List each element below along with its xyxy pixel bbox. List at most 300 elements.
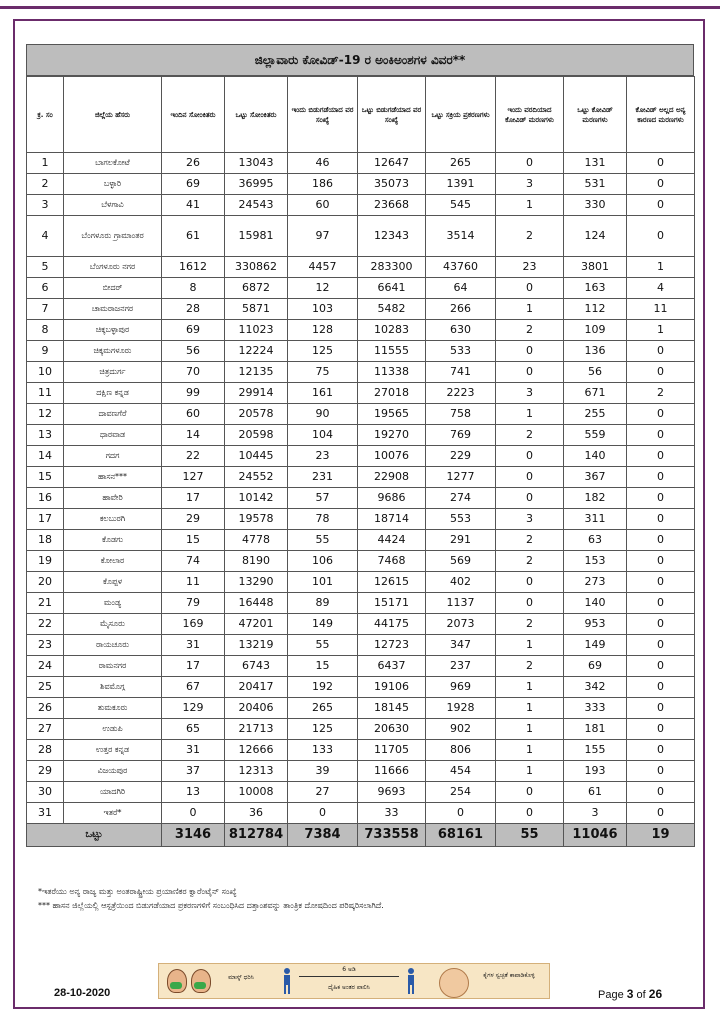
district-name-cell: ವಿಜಯಪುರ [64,761,162,782]
table-cell: 330 [564,195,627,216]
table-cell: 1 [627,320,695,341]
footnote-others: *ಇತರೆಯು ಅನ್ಯ ರಾಜ್ಯ ಮತ್ತು ಅಂತರಾಷ್ಟ್ರೀಯ ಪ್ರಯಾಣಿಕರ ಕ್ವಾರೆಂಟೈನ್ ಸಂಖ್ಯೆ [38,887,237,896]
page-total: 26 [648,987,663,1001]
table-cell: 266 [426,299,496,320]
table-row [27,488,695,509]
district-name-cell: ದಾವಣಗೆರೆ [64,404,162,425]
person-icon-2 [407,968,415,994]
table-cell: 9693 [358,782,426,803]
table-row [27,425,695,446]
page-title: ಜಿಲ್ಲಾವಾರು ಕೋವಿಡ್-19 ರ ಅಂಕಿಅಂಶಗಳ ವಿವರ** [26,44,694,76]
table-cell: 106 [288,551,358,572]
table-cell: 1 [496,677,564,698]
total-cell: 7384 [288,824,358,847]
table-cell: 1 [627,257,695,278]
table-cell: 20630 [358,719,426,740]
table-cell: 124 [564,216,627,257]
face-mask-icon-2 [191,969,211,993]
table-cell: 182 [564,488,627,509]
table-cell: 6743 [225,656,288,677]
table-cell: 161 [288,383,358,404]
table-cell: 23668 [358,195,426,216]
table-cell: 19270 [358,425,426,446]
district-name-cell: ಮೈಸೂರು [64,614,162,635]
table-cell: 237 [426,656,496,677]
page-current: 3 [626,987,634,1001]
district-name-cell: ದಕ್ಷಿಣ ಕನ್ನಡ [64,383,162,404]
table-cell: 0 [627,404,695,425]
table-cell: 3514 [426,216,496,257]
table-cell: 0 [496,803,564,824]
table-cell: 0 [627,677,695,698]
table-cell: 27 [288,782,358,803]
district-name-cell: ರಾಯಚೂರು [64,635,162,656]
table-cell: 758 [426,404,496,425]
safety-banner [158,963,550,999]
banner-mask-text: ಮಾಸ್ಕ್ ಧರಿಸಿ [228,974,254,981]
table-cell: 5 [27,257,64,278]
table-cell: 3 [496,174,564,195]
table-cell: 18714 [358,509,426,530]
total-cell: 19 [627,824,695,847]
table-cell: 13290 [225,572,288,593]
table-cell: 4 [627,278,695,299]
table-cell: 231 [288,467,358,488]
table-cell: 12135 [225,362,288,383]
table-cell: 0 [627,803,695,824]
table-row [27,195,695,216]
table-cell: 21713 [225,719,288,740]
table-cell: 104 [288,425,358,446]
table-cell: 55 [288,635,358,656]
district-name-cell: ಚಿತ್ರದುರ್ಗ [64,362,162,383]
table-cell: 63 [564,530,627,551]
table-cell: 12313 [225,761,288,782]
table-cell: 69 [564,656,627,677]
table-row [27,257,695,278]
table-cell: 1 [496,404,564,425]
table-cell: 20578 [225,404,288,425]
table-cell: 2073 [426,614,496,635]
district-name-cell: ಬೀದರ್ [64,278,162,299]
table-cell: 11 [27,383,64,404]
table-cell: 531 [564,174,627,195]
table-cell: 13 [27,425,64,446]
table-cell: 19578 [225,509,288,530]
table-cell: 6437 [358,656,426,677]
table-cell: 18 [27,530,64,551]
table-cell: 367 [564,467,627,488]
table-cell: 79 [162,593,225,614]
table-cell: 2 [27,174,64,195]
table-cell: 14 [162,425,225,446]
table-cell: 56 [162,341,225,362]
table-cell: 255 [564,404,627,425]
table-cell: 163 [564,278,627,299]
table-cell: 103 [288,299,358,320]
table-cell: 127 [162,467,225,488]
table-cell: 333 [564,698,627,719]
table-cell: 11 [162,572,225,593]
table-cell: 0 [627,740,695,761]
table-cell: 265 [288,698,358,719]
table-cell: 20417 [225,677,288,698]
district-name-cell: ಗದಗ [64,446,162,467]
table-row [27,216,695,257]
top-rule [0,6,720,9]
table-row [27,551,695,572]
hand-wash-icon [439,968,469,998]
table-cell: 12224 [225,341,288,362]
table-cell: 31 [162,740,225,761]
table-cell: 186 [288,174,358,195]
table-cell: 17 [162,656,225,677]
district-name-cell: ಮಂಡ್ಯ [64,593,162,614]
footnote-hassan: *** ಹಾಸನ ಜಿಲ್ಲೆಯಲ್ಲಿ ಆಸ್ಪತ್ರೆಯಿಂದ ಬಿಡುಗಡೆಯಾದ ಪ್ರಕರಣಗಳಿಗೆ ಸಂಬಂಧಿಸಿದ ದತ್ತಾಂಶವನ್ನು ತಾಂತ್ರಿಕ ದೋಷದಿಂದ ಪರಿಷ್ಕರಿಸಲಾಗಿದೆ. [38,901,384,910]
table-cell: 15 [162,530,225,551]
table-cell: 56 [564,362,627,383]
column-header: ಒಟ್ಟು ಸೋಂಕಿತರು [225,77,288,153]
table-row [27,362,695,383]
table-row [27,782,695,803]
table-cell: 39 [288,761,358,782]
column-header: ಇಂದು ಬಿಡುಗಡೆಯಾದ ವರ ಸಂಖ್ಯೆ [288,77,358,153]
table-cell: 0 [496,488,564,509]
table-row [27,593,695,614]
table-cell: 0 [627,614,695,635]
table-cell: 274 [426,488,496,509]
table-cell: 125 [288,341,358,362]
table-cell: 741 [426,362,496,383]
table-cell: 30 [27,782,64,803]
district-name-cell: ಶಿವಮೊಗ್ಗ [64,677,162,698]
table-row [27,467,695,488]
table-cell: 3 [496,383,564,404]
banner-hands-text: ಕೈಗಳ ಸ್ವಚ್ಛತೆ ಕಾಪಾಡಿಕೊಳ್ಳಿ [483,972,535,979]
table-cell: 1 [496,635,564,656]
table-cell: 2 [496,551,564,572]
column-header: ಒಟ್ಟು ಕೋವಿಡ್ ಮರಣಗಳು [564,77,627,153]
table-cell: 23 [288,446,358,467]
district-name-cell: ಯಾದಗಿರಿ [64,782,162,803]
table-cell: 533 [426,341,496,362]
table-cell: 19 [27,551,64,572]
table-cell: 0 [627,572,695,593]
table-cell: 169 [162,614,225,635]
table-cell: 8190 [225,551,288,572]
table-cell: 0 [627,656,695,677]
district-name-cell: ಹಾವೇರಿ [64,488,162,509]
table-cell: 2 [496,530,564,551]
table-cell: 70 [162,362,225,383]
table-cell: 12615 [358,572,426,593]
table-cell: 2 [496,216,564,257]
table-cell: 35073 [358,174,426,195]
table-cell: 46 [288,153,358,174]
table-cell: 12647 [358,153,426,174]
table-cell: 16 [27,488,64,509]
table-cell: 1928 [426,698,496,719]
table-cell: 0 [627,362,695,383]
table-cell: 671 [564,383,627,404]
district-stats-table [26,76,695,847]
table-cell: 31 [162,635,225,656]
table-cell: 12666 [225,740,288,761]
district-name-cell: ಬೆಳಗಾವಿ [64,195,162,216]
column-header: ಕ್ರ. ಸಂ [27,77,64,153]
table-cell: 43760 [426,257,496,278]
table-cell: 0 [496,593,564,614]
table-row [27,635,695,656]
table-cell: 140 [564,593,627,614]
table-cell: 47201 [225,614,288,635]
total-cell: 68161 [426,824,496,847]
table-cell: 24 [27,656,64,677]
column-header: ಒಟ್ಟು ಸಕ್ರಿಯ ಪ್ರಕರಣಗಳು [426,77,496,153]
table-cell: 17 [27,509,64,530]
table-cell: 29 [162,509,225,530]
table-cell: 0 [426,803,496,824]
table-cell: 0 [627,174,695,195]
table-cell: 67 [162,677,225,698]
table-cell: 109 [564,320,627,341]
table-cell: 10283 [358,320,426,341]
table-cell: 25 [27,677,64,698]
distance-arrow-icon [299,976,399,977]
table-cell: 101 [288,572,358,593]
table-cell: 131 [564,153,627,174]
table-row [27,803,695,824]
banner-distance-value: 6 ಅಡಿ [342,966,356,973]
table-cell: 31 [27,803,64,824]
table-cell: 553 [426,509,496,530]
table-cell: 3801 [564,257,627,278]
table-cell: 153 [564,551,627,572]
table-cell: 11023 [225,320,288,341]
table-cell: 15 [288,656,358,677]
table-cell: 0 [627,425,695,446]
table-cell: 7 [27,299,64,320]
table-row [27,698,695,719]
table-cell: 129 [162,698,225,719]
district-name-cell: ಚಾಮರಾಜನಗರ [64,299,162,320]
table-cell: 55 [288,530,358,551]
table-cell: 10 [27,362,64,383]
table-cell: 0 [496,467,564,488]
district-name-cell: ಉತ್ತರ ಕನ್ನಡ [64,740,162,761]
table-row [27,153,695,174]
table-row [27,320,695,341]
table-cell: 342 [564,677,627,698]
table-cell: 97 [288,216,358,257]
table-cell: 8 [162,278,225,299]
table-cell: 9 [27,341,64,362]
table-cell: 1 [496,719,564,740]
total-label: ಒಟ್ಟು [27,824,162,847]
table-cell: 0 [627,341,695,362]
table-row [27,383,695,404]
table-cell: 6 [27,278,64,299]
table-cell: 0 [496,782,564,803]
table-cell: 69 [162,174,225,195]
table-cell: 9686 [358,488,426,509]
table-cell: 69 [162,320,225,341]
table-cell: 291 [426,530,496,551]
district-name-cell: ಇತರೆ* [64,803,162,824]
table-cell: 4778 [225,530,288,551]
table-cell: 23 [27,635,64,656]
table-cell: 1 [27,153,64,174]
table-cell: 0 [627,782,695,803]
table-cell: 11705 [358,740,426,761]
table-cell: 0 [627,509,695,530]
table-cell: 112 [564,299,627,320]
district-name-cell: ಉಡುಪಿ [64,719,162,740]
district-name-cell: ಬೆಂಗಳೂರು ಗ್ರಾಮಾಂತರ [64,216,162,257]
table-cell: 0 [627,719,695,740]
table-cell: 11338 [358,362,426,383]
table-cell: 11 [627,299,695,320]
column-header: ಇಂದಿನ ಸೋಂಕಿತರು [162,77,225,153]
total-cell: 11046 [564,824,627,847]
table-cell: 26 [27,698,64,719]
table-cell: 806 [426,740,496,761]
page-number [598,987,662,1001]
table-cell: 1 [496,299,564,320]
table-cell: 24543 [225,195,288,216]
table-cell: 133 [288,740,358,761]
table-cell: 136 [564,341,627,362]
table-cell: 99 [162,383,225,404]
table-cell: 16448 [225,593,288,614]
table-cell: 4424 [358,530,426,551]
table-cell: 155 [564,740,627,761]
table-cell: 10142 [225,488,288,509]
mask-icon [170,982,182,989]
table-cell: 13 [162,782,225,803]
table-cell: 569 [426,551,496,572]
table-cell: 20598 [225,425,288,446]
table-cell: 0 [627,216,695,257]
table-cell: 1 [496,740,564,761]
footnotes [38,885,678,913]
table-cell: 12 [288,278,358,299]
table-cell: 2 [496,425,564,446]
table-cell: 36995 [225,174,288,195]
table-cell: 10445 [225,446,288,467]
table-cell: 283300 [358,257,426,278]
table-cell: 8 [27,320,64,341]
table-cell: 1137 [426,593,496,614]
table-cell: 28 [27,740,64,761]
table-cell: 0 [627,488,695,509]
table-cell: 0 [496,278,564,299]
total-cell: 55 [496,824,564,847]
table-header-row [27,77,695,153]
table-cell: 193 [564,761,627,782]
table-cell: 33 [358,803,426,824]
table-cell: 0 [627,530,695,551]
table-cell: 13219 [225,635,288,656]
table-cell: 265 [426,153,496,174]
table-row [27,299,695,320]
table-cell: 0 [627,698,695,719]
table-cell: 0 [627,551,695,572]
table-cell: 0 [288,803,358,824]
table-cell: 0 [627,153,695,174]
table-cell: 3 [27,195,64,216]
district-name-cell: ಬೆಂಗಳೂರು ನಗರ [64,257,162,278]
table-cell: 12723 [358,635,426,656]
table-cell: 0 [496,362,564,383]
table-cell: 273 [564,572,627,593]
district-name-cell: ಕಲಬುರಗಿ [64,509,162,530]
table-cell: 10008 [225,782,288,803]
table-row [27,761,695,782]
table-cell: 1612 [162,257,225,278]
table-cell: 78 [288,509,358,530]
table-row [27,278,695,299]
table-cell: 64 [426,278,496,299]
table-cell: 24552 [225,467,288,488]
table-cell: 0 [627,593,695,614]
table-cell: 559 [564,425,627,446]
table-row [27,446,695,467]
table-row [27,530,695,551]
district-name-cell: ಬಾಗಲಕೋಟೆ [64,153,162,174]
report-date: 28-10-2020 [54,987,111,999]
table-cell: 12 [27,404,64,425]
table-cell: 75 [288,362,358,383]
table-cell: 402 [426,572,496,593]
table-cell: 65 [162,719,225,740]
total-cell: 3146 [162,824,225,847]
table-cell: 0 [627,195,695,216]
table-cell: 0 [627,467,695,488]
table-cell: 15 [27,467,64,488]
table-cell: 330862 [225,257,288,278]
table-row [27,614,695,635]
table-row [27,174,695,195]
table-cell: 61 [564,782,627,803]
total-cell: 812784 [225,824,288,847]
table-cell: 3 [564,803,627,824]
table-cell: 5482 [358,299,426,320]
table-cell: 13043 [225,153,288,174]
person-icon [283,968,291,994]
table-cell: 29 [27,761,64,782]
table-cell: 192 [288,677,358,698]
table-cell: 140 [564,446,627,467]
table-cell: 3 [496,509,564,530]
district-name-cell: ರಾಮನಗರ [64,656,162,677]
district-name-cell: ಚಿಕ್ಕಬಳ್ಳಾಪುರ [64,320,162,341]
table-row [27,572,695,593]
table-row [27,509,695,530]
column-header: ಜಿಲ್ಲೆಯ ಹೆಸರು [64,77,162,153]
table-cell: 125 [288,719,358,740]
table-cell: 22908 [358,467,426,488]
table-cell: 18145 [358,698,426,719]
table-cell: 0 [496,572,564,593]
table-cell: 15981 [225,216,288,257]
table-row [27,677,695,698]
table-cell: 60 [162,404,225,425]
table-cell: 181 [564,719,627,740]
page-of: of [636,989,646,1001]
table-cell: 27 [27,719,64,740]
table-cell: 28 [162,299,225,320]
